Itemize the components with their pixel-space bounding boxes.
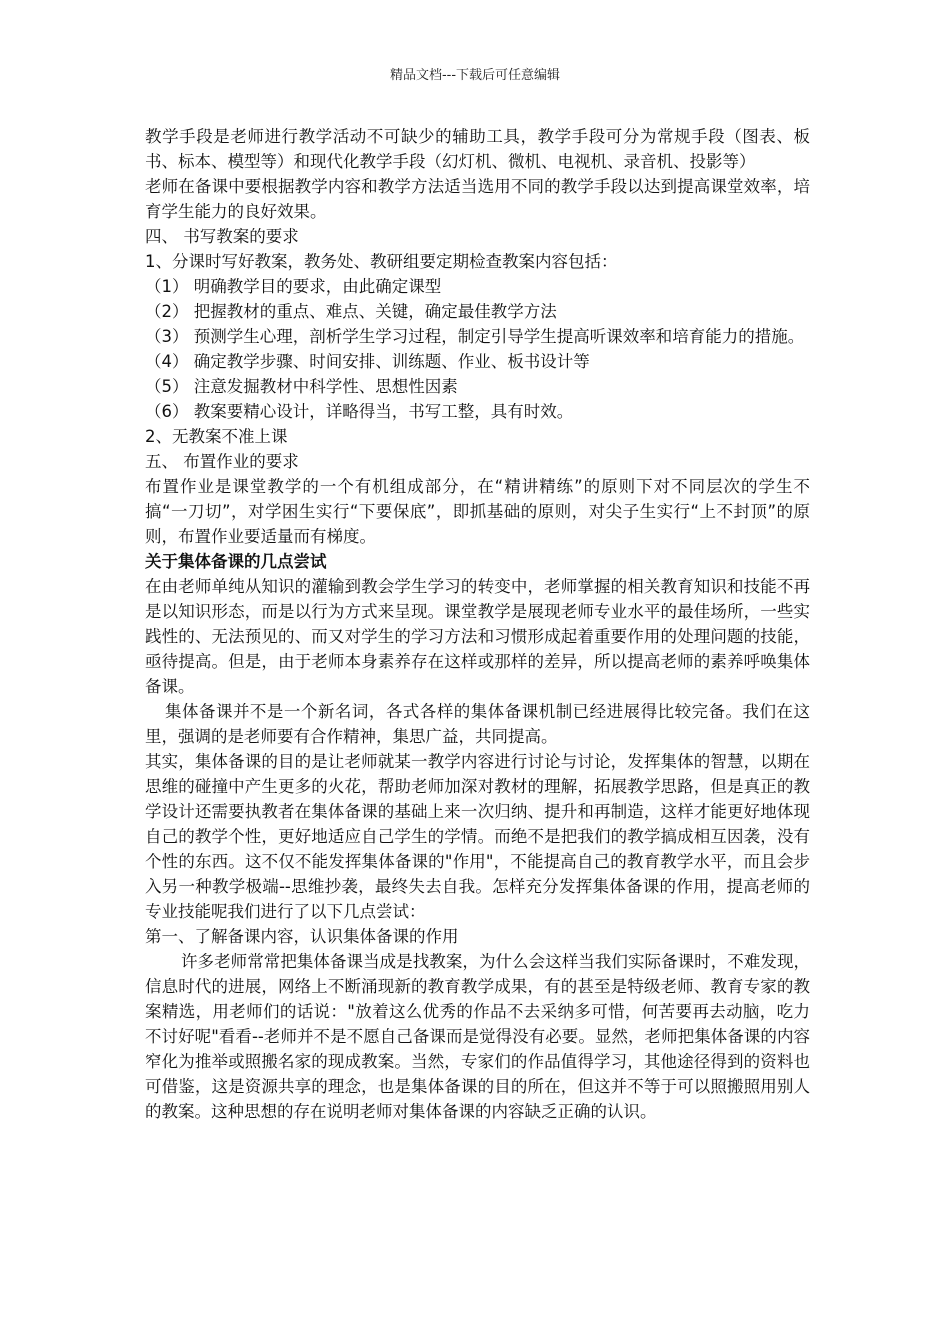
section-heading-first: 第一、了解备课内容，认识集体备课的作用 xyxy=(145,927,459,946)
list-item: （5） 注意发掘教材中科学性、思想性因素 xyxy=(145,377,458,396)
list-item: （2） 把握教材的重点、难点、关键，确定最佳教学方法 xyxy=(145,302,557,321)
list-item: 1、分课时写好教案，教务处、教研组要定期检查教案内容包括： xyxy=(145,252,618,271)
list-item: 2、无教案不准上课 xyxy=(145,427,288,446)
list-item: （6） 教案要精心设计，详略得当，书写工整，具有时效。 xyxy=(145,402,574,421)
document-body xyxy=(145,124,810,1124)
paragraph-teaching-means: 教学手段是老师进行教学活动不可缺少的辅助工具，教学手段可分为常规手段（图表、板书、标本、模型等）和现代化教学手段（幻灯机、微机、电视机、录音机、投影等） xyxy=(145,127,810,171)
paragraph-intro: 在由老师单纯从知识的灌输到教会学生学习的转变中，老师掌握的相关教育知识和技能不再是以知识形态，而是以行为方式来呈现。课堂教学是展现老师专业水平的最佳场所，一些实践性的、无法预见的、而又对学生的学习方法和习惯形成起着重要作用的处理问题的技能，亟待提高。但是，由于老师本身素养存在这样或那样的差异，所以提高老师的素养呼唤集体备课。 xyxy=(145,577,810,696)
paragraph-teaching-means-selection: 老师在备课中要根据教学内容和教学方法适当选用不同的教学手段以达到提高课堂效率，培育学生能力的良好效果。 xyxy=(145,177,810,221)
article-title: 关于集体备课的几点尝试 xyxy=(145,552,327,571)
page-header: 精品文档---下载后可任意编辑 xyxy=(389,68,561,83)
paragraph-first-detail: 许多老师常常把集体备课当成是找教案，为什么会这样当我们实际备课时，不难发现，信息时代的进展，网络上不断涌现新的教育教学成果，有的甚至是特级老师、教育专家的教案精选，用老师们的话说："放着这么优秀的作品不去采纳多可惜，何苦要再去动脑，吃力不讨好呢"看看--老师并不是不愿自己备课而是觉得没有必要。显然，老师把集体备课的内容窄化为推举或照搬名家的现成教案。当然，专家们的作品值得学习，其他途径得到的资料也可借鉴，这是资源共享的理念，也是集体备课的目的所在，但这并不等于可以照搬照用别人的教案。这种思想的存在说明老师对集体备课的内容缺乏正确的认识。 xyxy=(145,952,810,1121)
section-heading-lesson-plan: 四、 书写教案的要求 xyxy=(145,227,299,246)
paragraph-purpose: 其实，集体备课的目的是让老师就某一教学内容进行讨论与讨论，发挥集体的智慧，以期在思维的碰撞中产生更多的火花，帮助老师加深对教材的理解，拓展教学思路，但是真正的教学设计还需要执教者在集体备课的基础上来一次归纳、提升和再制造，这样才能更好地体现自己的教学个性，更好地适应自己学生的学情。而绝不是把我们的教学搞成相互因袭，没有个性的东西。这不仅不能发挥集体备课的"作用"，不能提高自己的教育教学水平，而且会步入另一种教学极端--思维抄袭，最终失去自我。怎样充分发挥集体备课的作用，提高老师的专业技能呢我们进行了以下几点尝试： xyxy=(145,752,810,921)
paragraph-homework: 布置作业是课堂教学的一个有机组成部分，在“精讲精练”的原则下对不同层次的学生不搞“一刀切”，对学困生实行“下要保底”，即抓基础的原则，对尖子生实行“上不封顶”的原则，布置作业要适量而有梯度。 xyxy=(145,477,810,546)
section-heading-homework: 五、 布置作业的要求 xyxy=(145,452,299,471)
paragraph-collective-prep: 集体备课并不是一个新名词，各式各样的集体备课机制已经进展得比较完备。我们在这里，强调的是老师要有合作精神，集思广益，共同提高。 xyxy=(145,702,810,746)
list-item: （3） 预测学生心理，剖析学生学习过程，制定引导学生提高听课效率和培育能力的措施。 xyxy=(145,327,805,346)
list-item: （1） 明确教学目的要求，由此确定课型 xyxy=(145,277,442,296)
list-item: （4） 确定教学步骤、时间安排、训练题、作业、板书设计等 xyxy=(145,352,590,371)
